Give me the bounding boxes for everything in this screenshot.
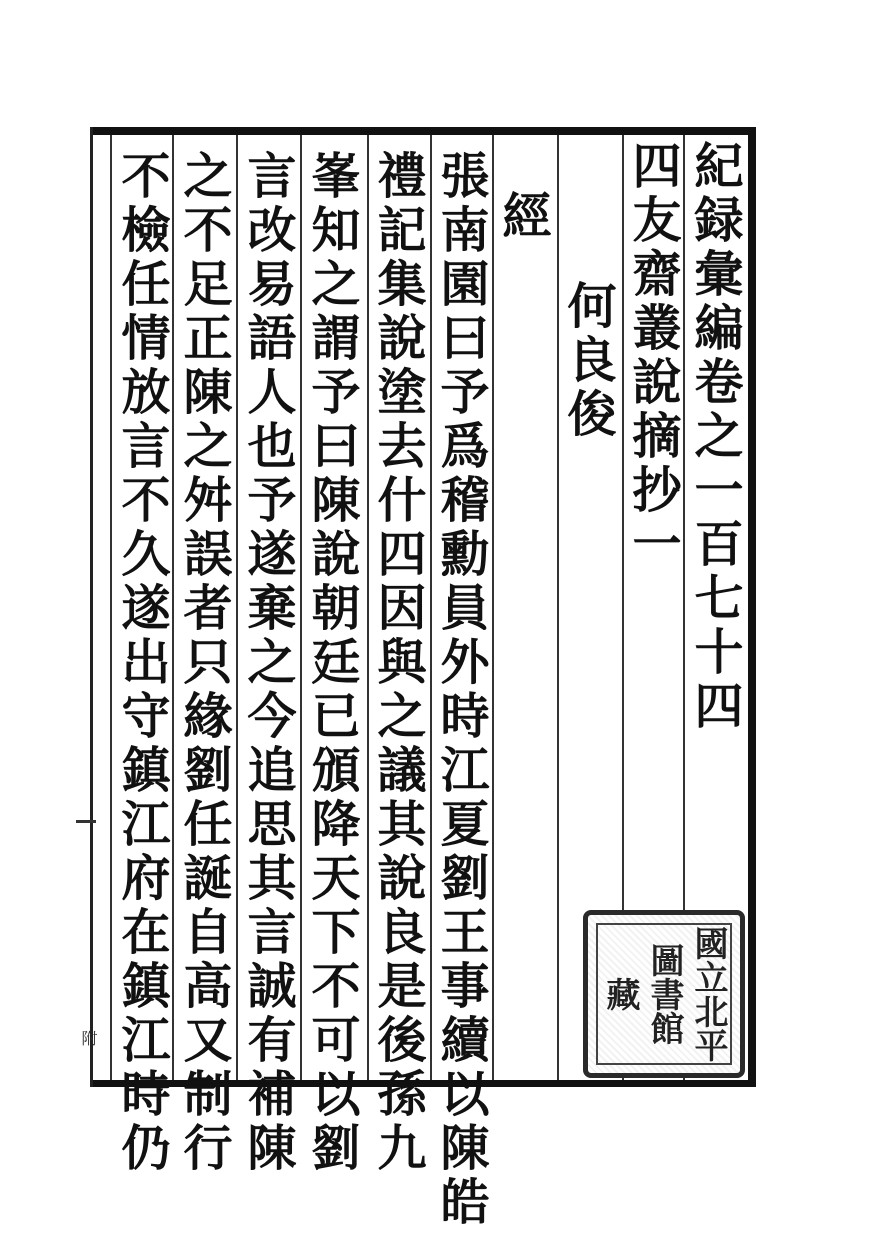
column-separator xyxy=(430,135,432,1080)
column-separator xyxy=(300,135,302,1080)
column-separator xyxy=(492,135,494,1080)
text-line-6: 不檢任情放言不久遂出守鎮江府在鎮江時仍 xyxy=(114,150,172,1176)
text-line-4: 言改易語人也予遂棄之今追思其言誠有補陳 xyxy=(240,150,298,1176)
text-line-2: 禮記集說塗去什四因與之議其說良是後孫九 xyxy=(370,150,428,1176)
text-line-3: 峯知之謂予曰陳說朝廷已頒降天下不可以劉 xyxy=(304,150,362,1176)
frame-right-border xyxy=(748,127,756,1087)
column-separator xyxy=(557,135,559,1080)
column-separator xyxy=(367,135,369,1080)
column-separator xyxy=(110,135,112,1080)
volume-title: 紀録彙編卷之一百七十四 xyxy=(687,140,745,734)
frame-top-border xyxy=(92,127,756,135)
text-line-5: 之不足正陳之舛誤者只緣劉任誕自高又制行 xyxy=(176,150,234,1176)
seal-text-column: 國立北平 xyxy=(688,926,728,1062)
section-heading: 經 xyxy=(495,190,553,244)
column-separator xyxy=(236,135,238,1080)
fold-margin-note: 附 xyxy=(79,1030,98,1046)
seal-inner-border xyxy=(596,923,732,1065)
text-line-1: 張南園曰予爲稽勳員外時江夏劉王事續以陳皓 xyxy=(433,150,491,1230)
work-title: 四友齋叢說摘抄一 xyxy=(625,140,683,572)
column-separator xyxy=(172,135,174,1080)
seal-text-column: 藏 xyxy=(600,977,640,1011)
author-name: 何良俊 xyxy=(560,280,618,442)
seal-text-column: 圖書館 xyxy=(644,943,684,1045)
fold-page-mark xyxy=(76,820,96,823)
frame-left-border xyxy=(90,127,93,1087)
library-seal xyxy=(583,910,745,1078)
